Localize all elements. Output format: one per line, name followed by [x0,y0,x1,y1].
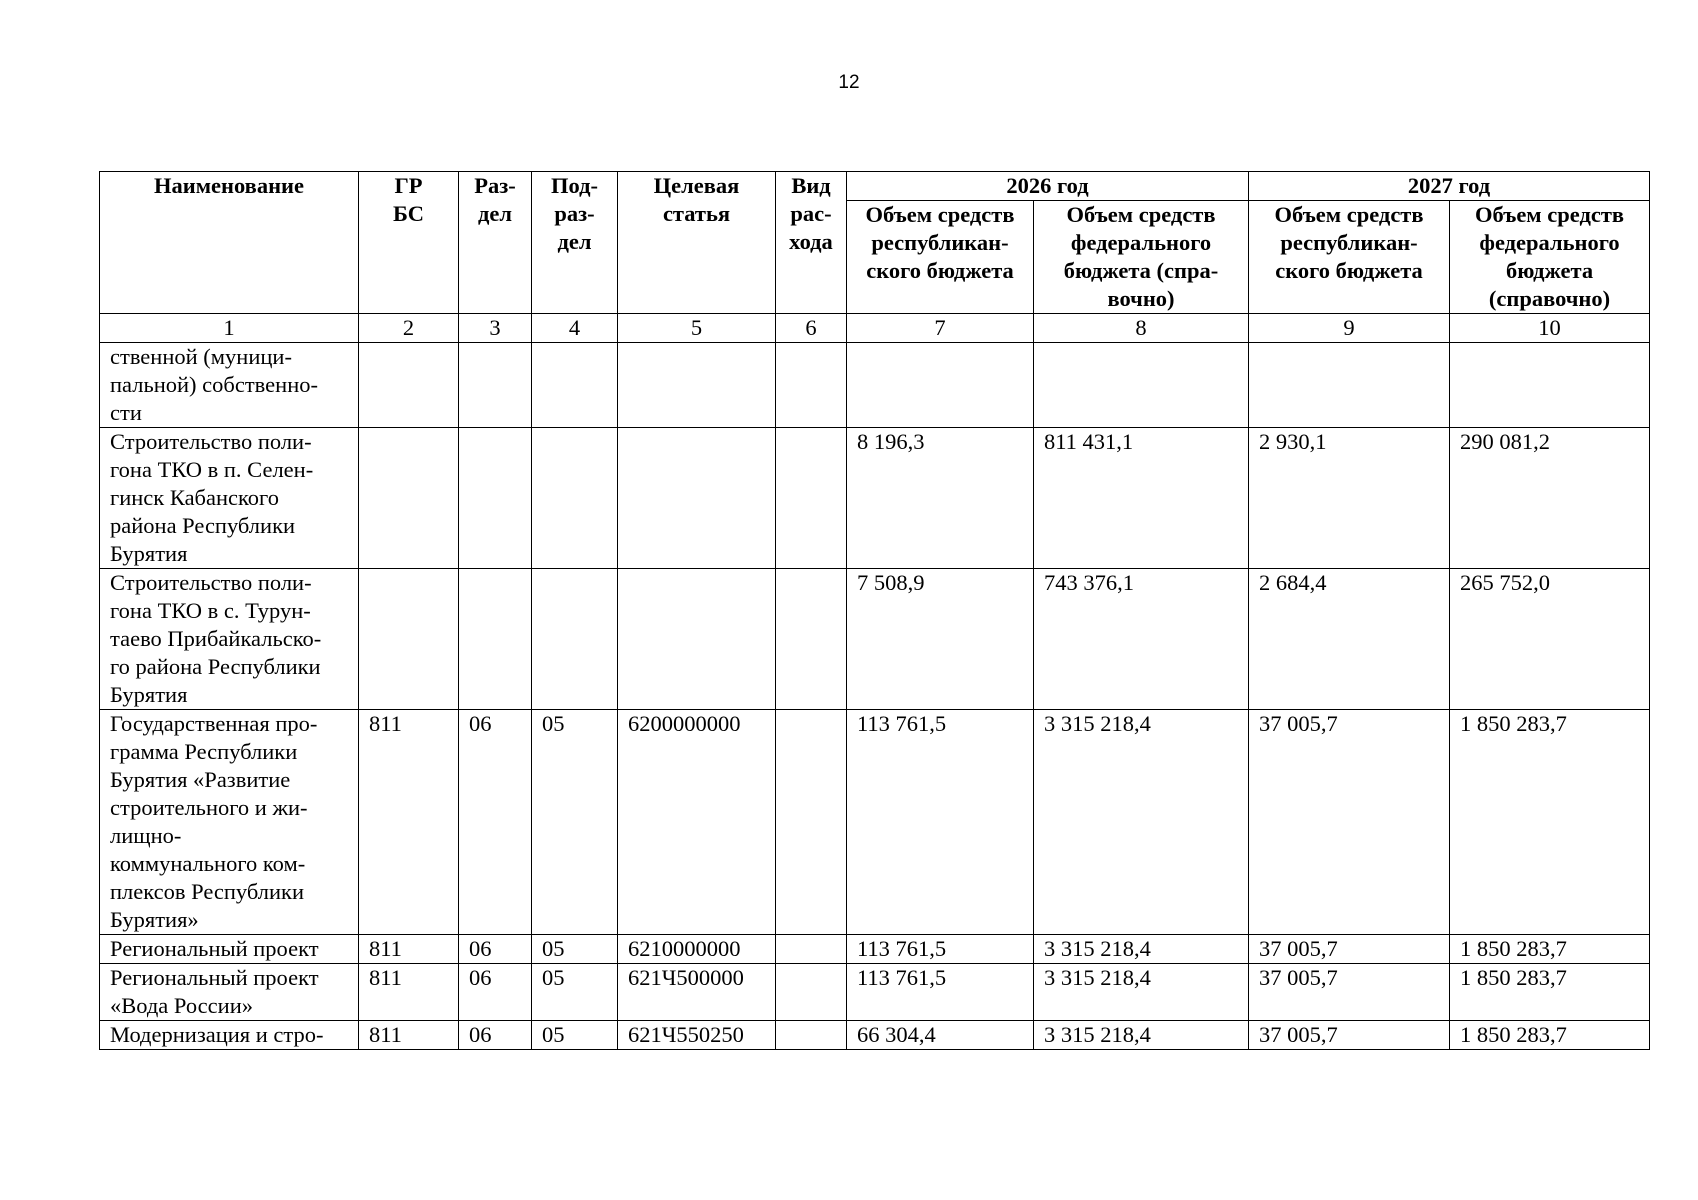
row-rep-2027: 2 930,1 [1249,428,1450,569]
row-podrazdel [532,569,618,710]
header-rep-2026: Объем средств республикан- ского бюджета [847,201,1034,314]
column-number: 4 [532,314,618,343]
header-vid: Вид рас- хода [776,172,847,314]
row-fed-2027: 265 752,0 [1450,569,1650,710]
row-razdel: 06 [459,935,532,964]
row-podrazdel: 05 [532,935,618,964]
column-number: 8 [1034,314,1249,343]
row-fed-2027 [1450,343,1650,428]
row-name: Строительство поли- гона ТКО в п. Селен- гинск Кабанского района Республики Бурятия [100,428,359,569]
row-vid [776,710,847,935]
row-target [618,343,776,428]
row-target: 6200000000 [618,710,776,935]
row-grbs [359,343,459,428]
header-target: Целевая статья [618,172,776,314]
table-row [100,1021,1650,1050]
row-fed-2027: 1 850 283,7 [1450,935,1650,964]
row-razdel [459,428,532,569]
row-fed-2027: 1 850 283,7 [1450,710,1650,935]
table-header [100,172,1650,343]
header-fed-2027: Объем средств федерального бюджета (справочно) [1450,201,1650,314]
row-grbs: 811 [359,964,459,1021]
row-rep-2027 [1249,343,1450,428]
row-rep-2026: 7 508,9 [847,569,1034,710]
table-body [100,343,1650,1050]
row-grbs: 811 [359,935,459,964]
row-rep-2027: 37 005,7 [1249,1021,1450,1050]
row-fed-2027: 1 850 283,7 [1450,964,1650,1021]
row-rep-2026: 8 196,3 [847,428,1034,569]
row-fed-2027: 290 081,2 [1450,428,1650,569]
column-number: 1 [100,314,359,343]
row-vid [776,1021,847,1050]
page-number: 12 [838,72,860,93]
row-name: Модернизация и стро- [100,1021,359,1050]
row-target [618,428,776,569]
row-rep-2026: 113 761,5 [847,710,1034,935]
row-name: ственной (муници- пальной) собственно- сти [100,343,359,428]
row-rep-2027: 37 005,7 [1249,935,1450,964]
row-name: Региональный проект [100,935,359,964]
column-number: 3 [459,314,532,343]
row-target: 621Ч550250 [618,1021,776,1050]
row-name: Региональный проект «Вода России» [100,964,359,1021]
row-rep-2026: 66 304,4 [847,1021,1034,1050]
header-podrazdel: Под- раз- дел [532,172,618,314]
row-podrazdel: 05 [532,1021,618,1050]
row-fed-2026: 3 315 218,4 [1034,1021,1249,1050]
column-number: 5 [618,314,776,343]
row-vid [776,343,847,428]
header-rep-2027: Объем средств республикан- ского бюджета [1249,201,1450,314]
row-grbs: 811 [359,1021,459,1050]
table-row [100,428,1650,569]
budget-table [99,171,1650,1050]
column-number: 7 [847,314,1034,343]
table-row [100,935,1650,964]
column-numbers-row [100,314,1650,343]
row-podrazdel: 05 [532,964,618,1021]
row-target: 6210000000 [618,935,776,964]
column-number: 6 [776,314,847,343]
row-vid [776,935,847,964]
row-vid [776,428,847,569]
row-podrazdel: 05 [532,710,618,935]
row-rep-2026: 113 761,5 [847,935,1034,964]
column-number: 2 [359,314,459,343]
row-rep-2027: 37 005,7 [1249,964,1450,1021]
header-year-2027: 2027 год [1249,172,1650,201]
header-year-2026: 2026 год [847,172,1249,201]
row-razdel [459,343,532,428]
row-target [618,569,776,710]
header-name: Наименование [100,172,359,314]
row-fed-2027: 1 850 283,7 [1450,1021,1650,1050]
header-razdel: Раз- дел [459,172,532,314]
row-rep-2027: 37 005,7 [1249,710,1450,935]
row-podrazdel [532,343,618,428]
column-number: 9 [1249,314,1450,343]
row-fed-2026: 3 315 218,4 [1034,710,1249,935]
row-fed-2026: 3 315 218,4 [1034,964,1249,1021]
row-fed-2026: 811 431,1 [1034,428,1249,569]
table-row [100,710,1650,935]
row-fed-2026: 3 315 218,4 [1034,935,1249,964]
row-razdel [459,569,532,710]
row-rep-2026 [847,343,1034,428]
table-row [100,343,1650,428]
row-podrazdel [532,428,618,569]
row-razdel: 06 [459,1021,532,1050]
row-rep-2026: 113 761,5 [847,964,1034,1021]
row-target: 621Ч500000 [618,964,776,1021]
row-name: Строительство поли- гона ТКО в с. Турун- таево Прибайкальско- го района Республики Бурятия [100,569,359,710]
row-vid [776,569,847,710]
row-grbs: 811 [359,710,459,935]
column-number: 10 [1450,314,1650,343]
header-fed-2026: Объем средств федерального бюджета (спра- вочно) [1034,201,1249,314]
row-fed-2026 [1034,343,1249,428]
table-row [100,964,1650,1021]
row-rep-2027: 2 684,4 [1249,569,1450,710]
row-razdel: 06 [459,710,532,935]
row-grbs [359,428,459,569]
row-grbs [359,569,459,710]
table-row [100,569,1650,710]
header-grbs: ГР БС [359,172,459,314]
row-razdel: 06 [459,964,532,1021]
row-fed-2026: 743 376,1 [1034,569,1249,710]
row-vid [776,964,847,1021]
row-name: Государственная про- грамма Республики Бурятия «Развитие строительного и жи- лищно- коммунального ком- плексов Республики Бурятия» [100,710,359,935]
